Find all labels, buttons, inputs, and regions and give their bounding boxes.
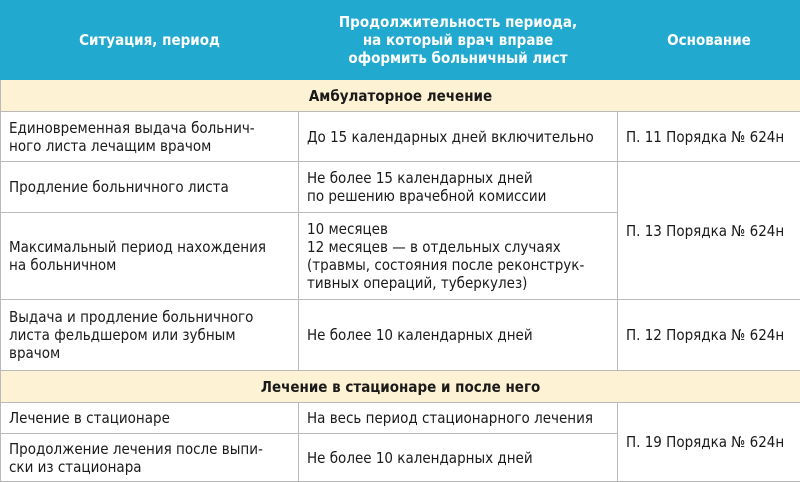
cell-duration: Не более 10 календарных дней <box>299 434 618 482</box>
cell-duration: На весь период стационарного лечения <box>299 403 618 434</box>
cell-situation: Продление больничного листа <box>1 162 299 213</box>
section-title-inpatient: Лечение в стационаре и после него <box>1 371 800 403</box>
cell-basis: П. 13 Порядка № 624н <box>618 162 800 300</box>
table-row <box>1 162 800 213</box>
cell-duration: Не более 15 календарных дней по решению врачебной комиссии <box>299 162 618 213</box>
header-basis: Основание <box>618 1 800 80</box>
section-row-inpatient <box>1 371 800 403</box>
cell-situation: Продолжение лечения после выпи- ски из стационара <box>1 434 299 482</box>
section-row-outpatient <box>1 80 800 112</box>
cell-duration: 10 месяцев 12 месяцев — в отдельных случаях (травмы, состояния после реконструк- тивных операций, туберкулез) <box>299 213 618 300</box>
table-row <box>1 112 800 162</box>
cell-situation: Максимальный период нахождения на больничном <box>1 213 299 300</box>
table-row <box>1 300 800 371</box>
cell-situation: Лечение в стационаре <box>1 403 299 434</box>
header-duration: Продолжительность периода, на который врач вправе оформить больничный лист <box>299 1 618 80</box>
table-row <box>1 403 800 434</box>
cell-duration: До 15 календарных дней включительно <box>299 112 618 162</box>
cell-basis: П. 11 Порядка № 624н <box>618 112 800 162</box>
cell-duration: Не более 10 календарных дней <box>299 300 618 371</box>
cell-situation: Выдача и продление больничного листа фельдшером или зубным врачом <box>1 300 299 371</box>
header-row <box>1 1 800 80</box>
section-title-outpatient: Амбулаторное лечение <box>1 80 800 112</box>
cell-basis: П. 19 Порядка № 624н <box>618 403 800 482</box>
header-situation: Ситуация, период <box>1 1 299 80</box>
cell-basis: П. 12 Порядка № 624н <box>618 300 800 371</box>
cell-situation: Единовременная выдача больнич- ного листа лечащим врачом <box>1 112 299 162</box>
